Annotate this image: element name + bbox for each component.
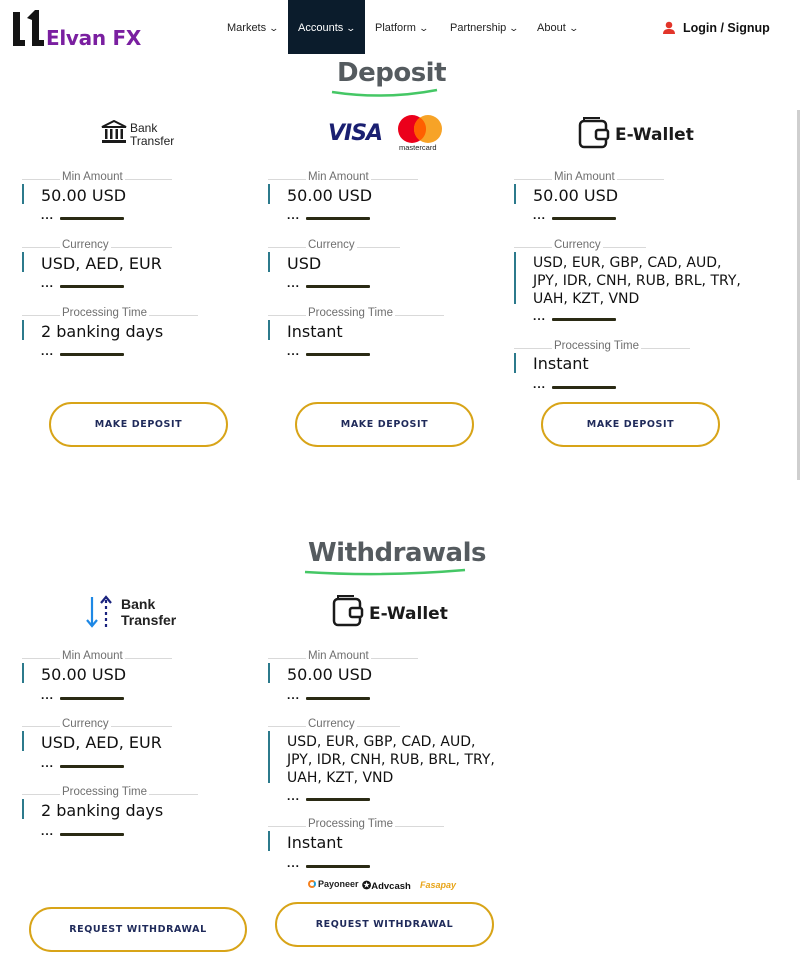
value-bar <box>268 184 270 204</box>
underline-bar <box>306 217 370 220</box>
processing-time-value: 2 banking days <box>41 322 164 341</box>
site-header <box>0 0 800 56</box>
value-bar <box>22 663 24 683</box>
underline-bar <box>306 285 370 288</box>
dots: ... <box>287 688 301 702</box>
underline-bar <box>60 285 124 288</box>
min-amount-label: Min Amount <box>62 171 123 183</box>
dots: ... <box>41 344 55 358</box>
mastercard-label: mastercard <box>399 143 437 152</box>
min-amount-value: 50.00 USD <box>41 665 127 684</box>
nav-about-label: About <box>537 22 566 34</box>
dots: ... <box>533 309 547 323</box>
currency-value-line2: JPY, IDR, CNH, RUB, BRL, TRY, <box>287 752 495 768</box>
deposit-title: Deposit <box>337 58 447 88</box>
chevron-down-icon: ⌄ <box>268 23 280 33</box>
brand-logo-icon[interactable] <box>11 8 45 48</box>
withdraw-ewallet-label: E-Wallet <box>369 604 448 624</box>
currency-label: Currency <box>62 718 109 730</box>
value-bar <box>268 252 270 272</box>
chevron-down-icon: ⌄ <box>345 23 357 33</box>
processing-time-label: Processing Time <box>308 818 394 830</box>
withdrawals-title-underline <box>303 565 468 577</box>
underline-bar <box>60 353 124 356</box>
request-withdrawal-bank-button[interactable]: REQUEST WITHDRAWAL <box>29 907 247 952</box>
underline-bar <box>60 765 124 768</box>
mastercard-logo-icon <box>396 114 444 144</box>
min-amount-value: 50.00 USD <box>41 186 127 205</box>
dots: ... <box>287 276 301 290</box>
processing-time-value: Instant <box>533 354 589 373</box>
user-icon <box>662 21 676 35</box>
value-bar <box>514 252 516 304</box>
value-bar <box>22 320 24 340</box>
visa-logo-icon: VISA <box>328 121 383 146</box>
processing-time-value: Instant <box>287 322 343 341</box>
dots: ... <box>533 208 547 222</box>
currency-label: Currency <box>308 239 355 251</box>
currency-value-line1: USD, EUR, GBP, CAD, AUD, <box>287 734 476 750</box>
value-bar <box>22 731 24 751</box>
advcash-logo-icon: ✪Advcash <box>362 880 411 892</box>
make-deposit-card-button[interactable]: MAKE DEPOSIT <box>295 402 474 447</box>
currency-value-line1: USD, EUR, GBP, CAD, AUD, <box>533 255 722 271</box>
currency-value-line2: JPY, IDR, CNH, RUB, BRL, TRY, <box>533 273 741 289</box>
nav-about[interactable] <box>537 0 577 54</box>
value-bar <box>268 663 270 683</box>
bank-icon <box>101 120 127 144</box>
underline-bar <box>306 798 370 801</box>
dots: ... <box>287 856 301 870</box>
nav-partnership-label: Partnership <box>450 22 507 34</box>
nav-platform-label: Platform <box>375 22 416 34</box>
brand-name[interactable]: Elvan FX <box>46 26 141 50</box>
min-amount-value: 50.00 USD <box>533 186 619 205</box>
login-signup-link[interactable] <box>662 0 770 56</box>
processing-time-label: Processing Time <box>308 307 394 319</box>
value-bar <box>514 184 516 204</box>
deposit-ewallet-label: E-Wallet <box>615 125 694 145</box>
login-signup-label: Login / Signup <box>683 21 770 35</box>
chevron-down-icon: ⌄ <box>508 23 520 33</box>
underline-bar <box>306 697 370 700</box>
underline-bar <box>60 697 124 700</box>
value-bar <box>22 184 24 204</box>
processing-time-value: Instant <box>287 833 343 852</box>
min-amount-value: 50.00 USD <box>287 665 373 684</box>
value-bar <box>514 353 516 373</box>
currency-label: Currency <box>62 239 109 251</box>
processing-time-label: Processing Time <box>554 340 640 352</box>
withdrawals-title: Withdrawals <box>308 538 486 568</box>
withdraw-bank-label-1: Bank <box>121 596 156 612</box>
dots: ... <box>533 377 547 391</box>
chevron-down-icon: ⌄ <box>418 23 430 33</box>
min-amount-value: 50.00 USD <box>287 186 373 205</box>
value-bar <box>268 831 270 851</box>
transfer-arrows-icon <box>84 595 114 629</box>
dots: ... <box>41 688 55 702</box>
underline-bar <box>552 217 616 220</box>
payoneer-logo-icon: Payoneer <box>308 879 359 889</box>
wallet-icon <box>578 116 610 150</box>
dots: ... <box>287 208 301 222</box>
dots: ... <box>287 789 301 803</box>
underline-bar <box>60 833 124 836</box>
deposit-bank-label-2: Transfer <box>130 134 175 148</box>
currency-value-line3: UAH, KZT, VND <box>533 291 640 307</box>
dots: ... <box>287 344 301 358</box>
currency-value: USD, AED, EUR <box>41 254 162 273</box>
underline-bar <box>552 386 616 389</box>
min-amount-label: Min Amount <box>308 171 369 183</box>
currency-value-line3: UAH, KZT, VND <box>287 770 394 786</box>
nav-platform[interactable] <box>375 0 428 54</box>
underline-bar <box>552 318 616 321</box>
make-deposit-ewallet-button[interactable]: MAKE DEPOSIT <box>541 402 720 447</box>
min-amount-label: Min Amount <box>62 650 123 662</box>
processing-time-label: Processing Time <box>62 786 148 798</box>
value-bar <box>22 252 24 272</box>
nav-accounts-label: Accounts <box>298 22 344 34</box>
deposit-bank-label-1: Bank <box>130 121 158 135</box>
deposit-title-underline <box>330 86 440 98</box>
min-amount-label: Min Amount <box>554 171 615 183</box>
min-amount-label: Min Amount <box>308 650 369 662</box>
currency-value: USD, AED, EUR <box>41 733 162 752</box>
dots: ... <box>41 824 55 838</box>
currency-label: Currency <box>308 718 355 730</box>
dots: ... <box>41 756 55 770</box>
dots: ... <box>41 276 55 290</box>
processing-time-label: Processing Time <box>62 307 148 319</box>
underline-bar <box>60 217 124 220</box>
value-bar <box>268 731 270 783</box>
nav-markets[interactable] <box>227 0 278 54</box>
value-bar <box>22 799 24 819</box>
wallet-icon <box>332 594 364 628</box>
make-deposit-bank-button[interactable]: MAKE DEPOSIT <box>49 402 228 447</box>
underline-bar <box>306 353 370 356</box>
currency-label: Currency <box>554 239 601 251</box>
nav-markets-label: Markets <box>227 22 267 34</box>
withdraw-bank-label-2: Transfer <box>121 612 177 628</box>
dots: ... <box>41 208 55 222</box>
request-withdrawal-ewallet-button[interactable]: REQUEST WITHDRAWAL <box>275 902 494 947</box>
currency-value: USD <box>287 254 322 273</box>
processing-time-value: 2 banking days <box>41 801 164 820</box>
chevron-down-icon: ⌄ <box>568 23 579 33</box>
fasapay-logo-icon: Fasapay <box>420 880 457 890</box>
nav-accounts[interactable] <box>288 0 365 54</box>
underline-bar <box>306 865 370 868</box>
nav-partnership[interactable] <box>450 0 518 54</box>
value-bar <box>268 320 270 340</box>
